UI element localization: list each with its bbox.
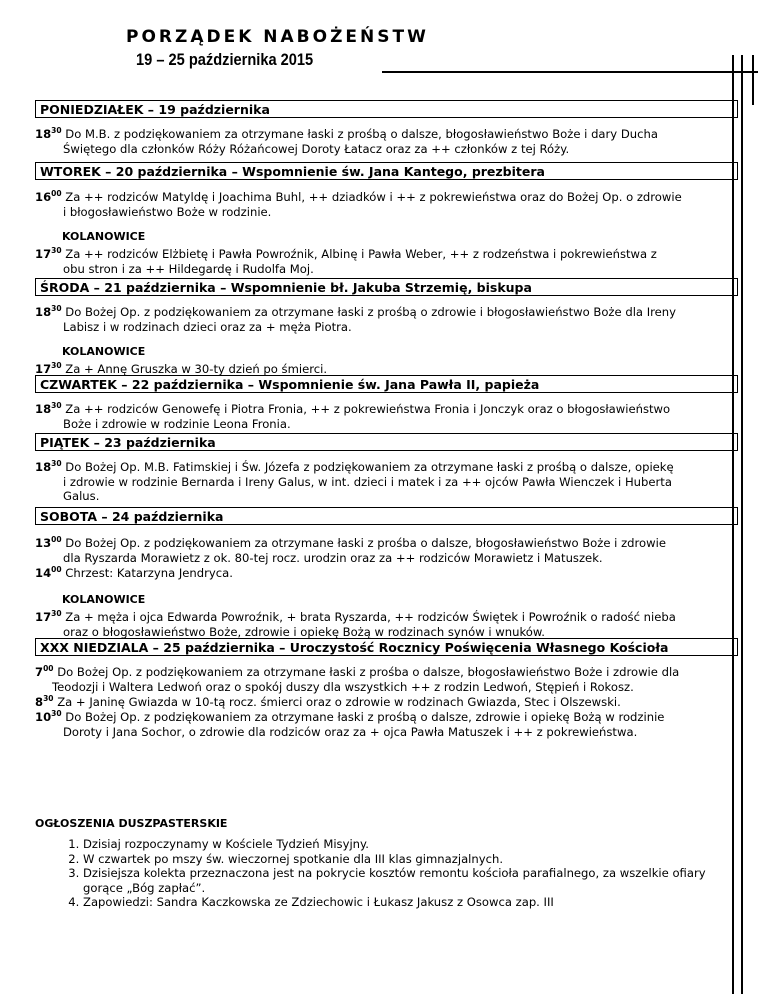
list-item: 1. Dzisiaj rozpoczynamy w Kościele Tydzień Misyjny.	[83, 837, 735, 852]
mass-entry: $8^{30}$ Za + Janinę Gwiazda w 10-tą rocz. śmierci oraz o zdrowie w rodzinach Gwiazda, Stec i Olszewski.	[35, 694, 621, 709]
page-subtitle: 19 – 25 października 2015	[136, 50, 314, 69]
mass-entry: $17^{30}$ Za + męża i ojca Edwarda Powroźnik, + brata Ryszarda, ++ rodziców Świętek i Powroźnik o radość nieba oraz o błogosławieństwo Boże, zdrowie i opiekę Bożą w rodzinach synów i wnuków.	[35, 609, 676, 639]
day-header-friday: PIĄTEK – 23 października	[35, 433, 738, 451]
margin-line-2	[741, 55, 743, 994]
mass-entry: $10^{30}$ Do Bożej Op. z podziękowaniem za otrzymane łaski z prośbą o dalsze, zdrowie i opiekę Bożą w rodzinie Doroty i Jana Sochor, o zdrowie dla rodziców oraz za + ojca Pawła Matuszek i ++ z pokrewieństwa.	[35, 709, 665, 739]
day-header-monday: PONIEDZIAŁEK – 19 października	[35, 100, 738, 118]
page-title: PORZĄDEK NABOŻEŃSTW	[126, 27, 429, 47]
mass-entry: $18^{30}$ Do Bożej Op. z podziękowaniem za otrzymane łaski z prośbą o zdrowie i błogosławieństwo Boże dla Ireny Labisz i w rodzinach dzieci oraz za + męża Piotra.	[35, 304, 676, 334]
list-item: 2. W czwartek po mszy św. wieczornej spotkanie dla III klas gimnazjalnych.	[83, 852, 735, 867]
mass-entry: $14^{00}$ Chrzest: Katarzyna Jendryca.	[35, 565, 233, 580]
location-label: KOLANOWICE	[62, 593, 146, 606]
mass-entry: $7^{00}$ Do Bożej Op. z podziękowaniem za otrzymane łaski z prośba o dalsze, błogosławieństwo Boże i zdrowie dla Teodozji i Waltera Ledwoń oraz o spokój duszy dla wszystkich ++ z rodzin Ledwoń, Stępień i Rokosz.	[35, 664, 680, 694]
mass-entry: $17^{30}$ Za ++ rodziców Elżbietę i Pawła Powroźnik, Albinę i Pawła Weber, ++ z rodzeństwa i pokrewieństwa z obu stron i za ++ Hildegardę i Rudolfa Moj.	[35, 246, 657, 276]
mass-entry: $17^{30}$ Za + Annę Gruszka w 30-ty dzień po śmierci.	[35, 361, 328, 376]
mass-entry: $16^{00}$ Za ++ rodziców Matyldę i Joachima Buhl, ++ dziadków i ++ z pokrewieństwa oraz do Bożej Op. o zdrowie i błogosławieństwo Boże w rodzinie.	[35, 189, 682, 219]
day-header-thursday: CZWARTEK – 22 października – Wspomnienie św. Jana Pawła II, papieża	[35, 375, 738, 393]
mass-entry: $13^{00}$ Do Bożej Op. z podziękowaniem za otrzymane łaski z prośba o dalsze, błogosławieństwo Boże i zdrowie dla Ryszarda Morawietz z ok. 80-tej rocz. urodzin oraz za ++ rodziców Morawietz i Matuszek.	[35, 535, 666, 565]
day-header-sunday: XXX NIEDZIALA – 25 października – Uroczystość Rocznicy Poświęcenia Własnego Kościoła	[35, 638, 738, 656]
margin-line-3	[752, 55, 754, 105]
mass-entry: $18^{30}$ Za ++ rodziców Genowefę i Piotra Fronia, ++ z pokrewieństwa Fronia i Jonczyk oraz o błogosławieństwo Boże i zdrowie w rodzinie Leona Fronia.	[35, 401, 671, 431]
mass-entry: $18^{30}$ Do M.B. z podziękowaniem za otrzymane łaski z prośbą o dalsze, błogosławieństwo Boże i dary Ducha Świętego dla członków Róży Różańcowej Doroty Łatacz oraz za ++ członków z tej Róży.	[35, 126, 658, 156]
location-label: KOLANOWICE	[62, 345, 146, 358]
day-header-saturday: SOBOTA – 24 października	[35, 507, 738, 525]
day-header-wednesday: ŚRODA – 21 października – Wspomnienie bł. Jakuba Strzemię, biskupa	[35, 278, 738, 296]
location-label: KOLANOWICE	[62, 230, 146, 243]
announcements-title: OGŁOSZENIA DUSZPASTERSKIE	[35, 817, 228, 830]
day-header-tuesday: WTOREK – 20 października – Wspomnienie św. Jana Kantego, prezbitera	[35, 162, 738, 180]
mass-entry: $18^{30}$ Do Bożej Op. M.B. Fatimskiej i Św. Józefa z podziękowaniem za otrzymane łaski z prośbą o dalsze, opiekę i zdrowie w rodzinie Bernarda i Ireny Galus, w int. dzieci i matek i za ++ ojców Pawła Wienczek i Huberta Galus.	[35, 459, 674, 503]
list-item: 3. Dzisiejsza kolekta przeznaczona jest na pokrycie kosztów remontu kościoła parafialnego, za wszelkie ofiary gorące „Bóg zapłać”.	[83, 866, 735, 895]
list-item: 4. Zapowiedzi: Sandra Kaczkowska ze Zdziechowic i Łukasz Jakusz z Osowca zap. III	[83, 895, 735, 910]
header-rule	[382, 71, 758, 73]
announcements-list	[35, 837, 735, 910]
